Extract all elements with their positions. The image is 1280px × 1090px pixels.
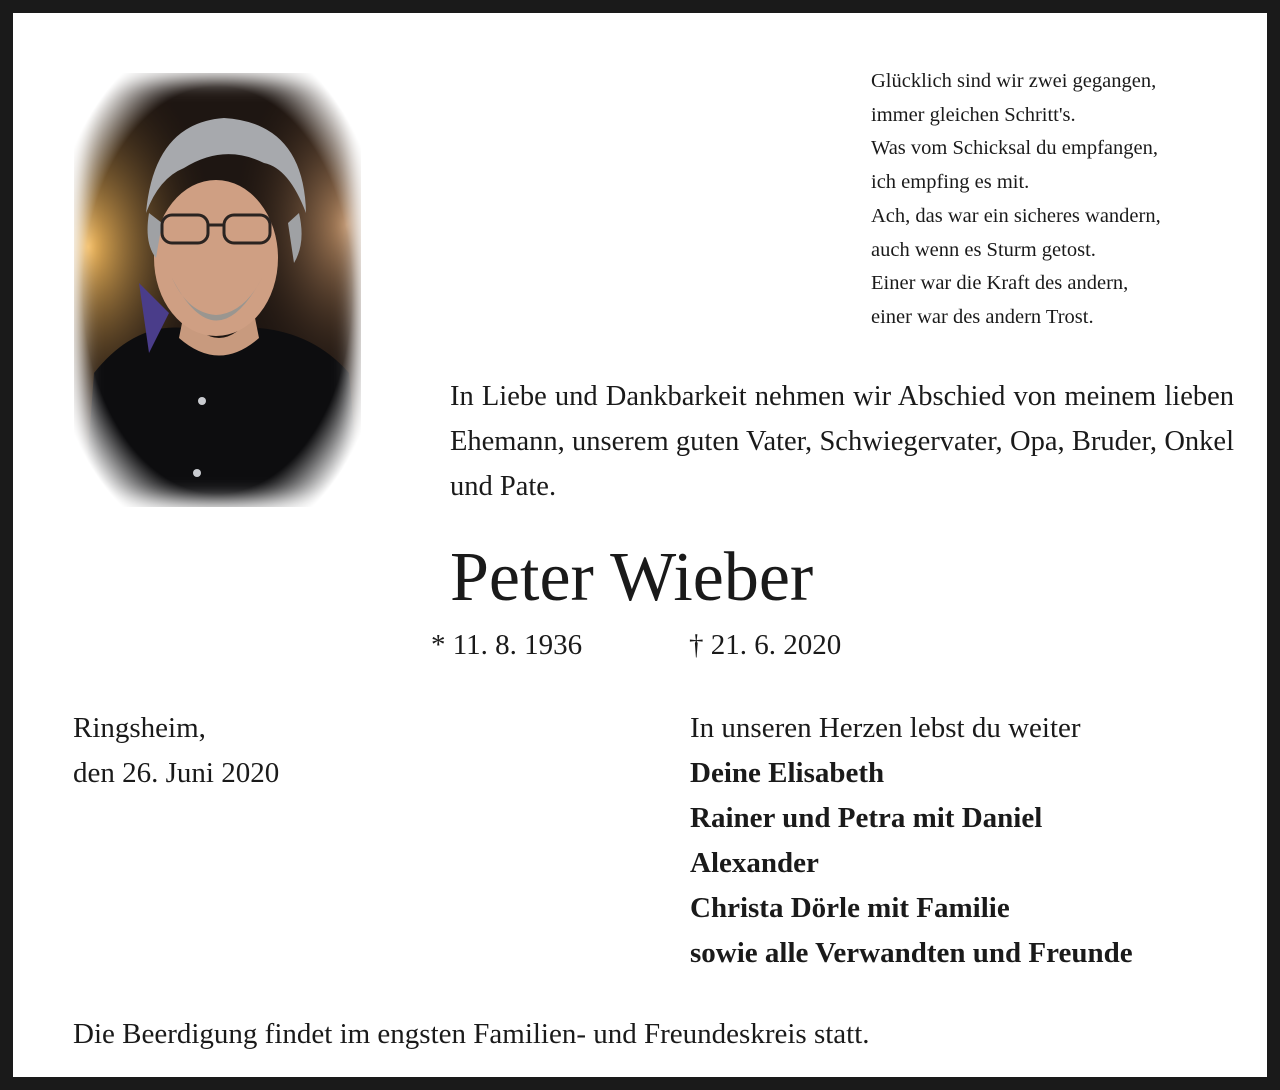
poem-line: Einer war die Kraft des andern, — [871, 272, 1129, 295]
farewell-text: In Liebe und Dankbarkeit nehmen wir Abschied von meinem lieben Ehemann, unserem guten Vater, Schwiegervater, Opa, Bruder, Onkel und Pate. — [450, 381, 1234, 502]
birth-date: * 11. 8. 1936 — [431, 629, 583, 661]
mourners-block — [690, 706, 1133, 976]
mourners-intro: In unseren Herzen lebst du weiter — [690, 712, 1081, 744]
portrait-photo — [74, 73, 361, 507]
date-line: den 26. Juni 2020 — [73, 757, 280, 789]
place-and-date — [73, 706, 279, 796]
mourner-name: Alexander — [690, 847, 819, 879]
poem-line: Was vom Schicksal du empfangen, — [871, 137, 1158, 160]
mourner-name: Rainer und Petra mit Daniel — [690, 802, 1043, 834]
mourner-name: sowie alle Verwandten und Freunde — [690, 937, 1133, 969]
poem-line: auch wenn es Sturm getost. — [871, 238, 1096, 261]
poem — [871, 65, 1271, 335]
place-line: Ringsheim, — [73, 712, 206, 744]
deceased-name: Peter Wieber — [450, 539, 814, 616]
poem-line: Glücklich sind wir zwei gegangen, — [871, 70, 1157, 92]
funeral-notice: Die Beerdigung findet im engsten Familien- und Freundeskreis statt. — [73, 1018, 870, 1050]
poem-line: immer gleichen Schritt's. — [871, 103, 1076, 126]
mourner-name: Deine Elisabeth — [690, 757, 885, 789]
death-date: † 21. 6. 2020 — [689, 629, 842, 661]
mourner-name: Christa Dörle mit Familie — [690, 892, 1010, 924]
poem-line: ich empfing es mit. — [871, 171, 1030, 194]
poem-line: Ach, das war ein sicheres wandern, — [871, 204, 1161, 227]
poem-line: einer war des andern Trost. — [871, 305, 1094, 328]
